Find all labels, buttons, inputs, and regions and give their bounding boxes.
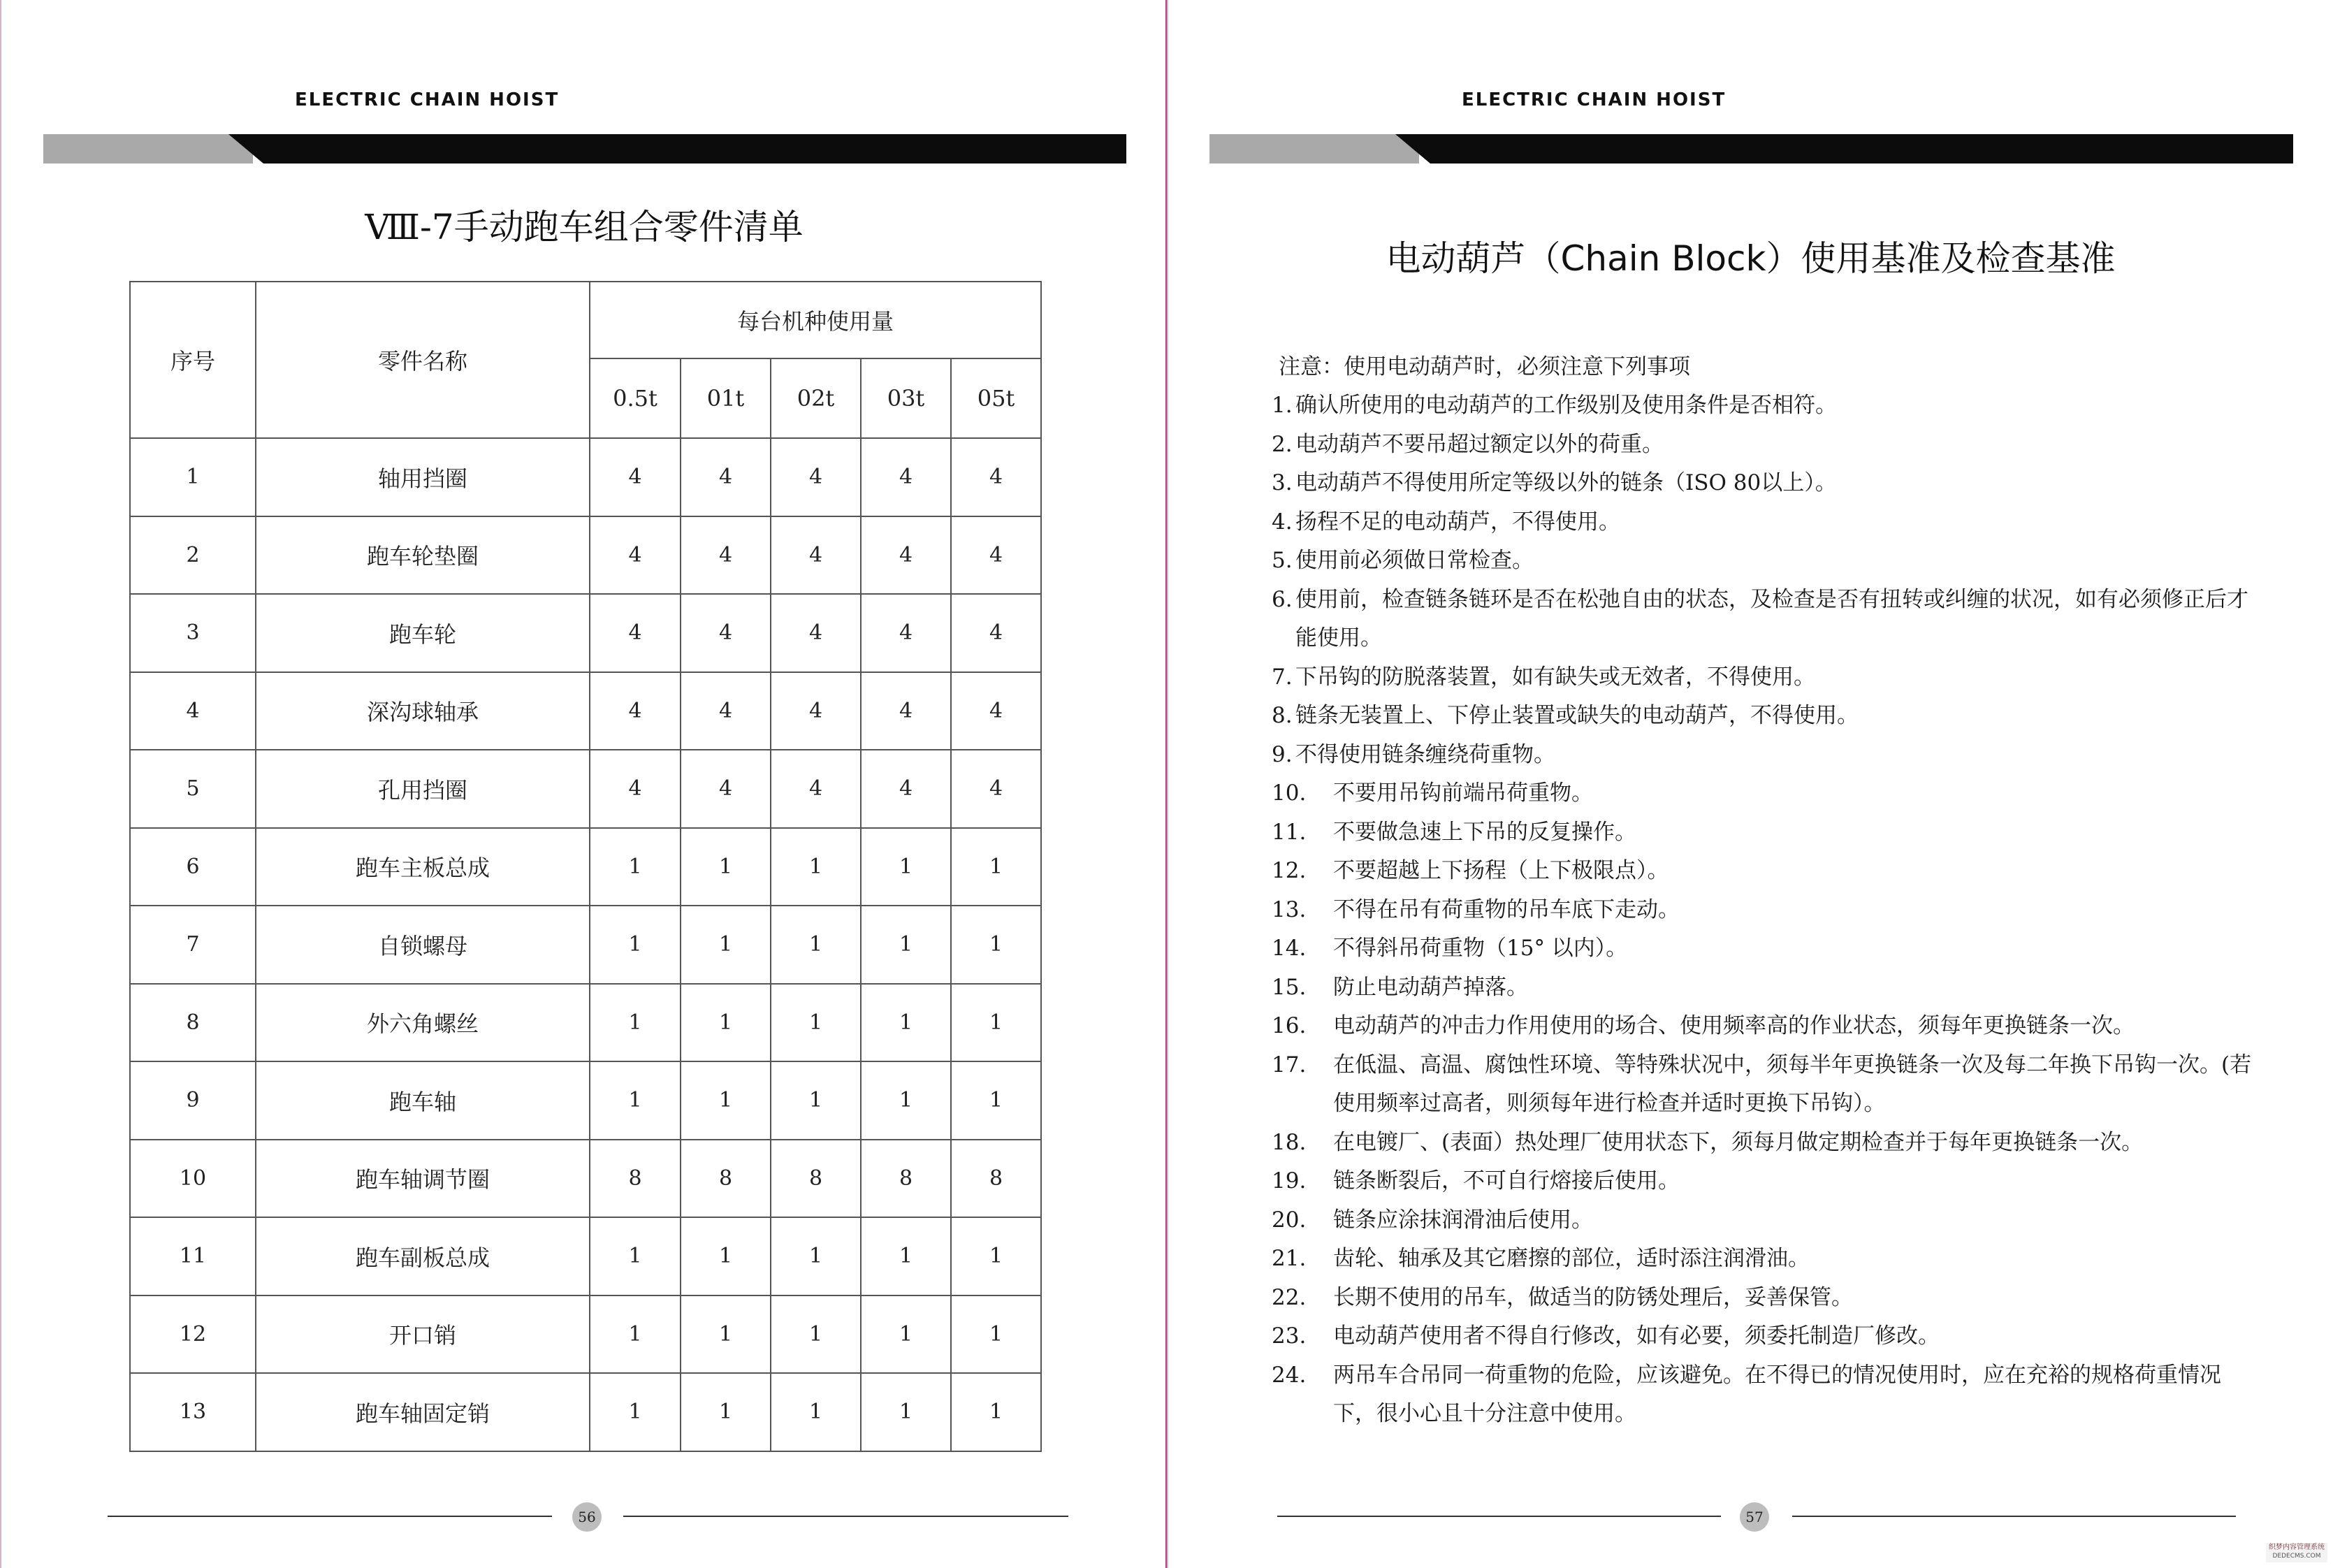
table-row xyxy=(130,672,1041,750)
note-text: 在电镀厂、(表面）热处理厂使用状态下，须每月做定期检查并于每年更换链条一次。 xyxy=(1333,1129,2144,1155)
quantity-cell: 1 xyxy=(861,984,951,1062)
note-text: 电动葫芦使用者不得自行修改，如有必要，须委托制造厂修改。 xyxy=(1333,1323,1940,1349)
row-index: 9 xyxy=(130,1061,256,1140)
list-item xyxy=(1272,968,2264,1008)
part-name: 孔用挡圈 xyxy=(256,750,590,828)
row-index: 10 xyxy=(130,1140,256,1218)
row-index: 1 xyxy=(130,438,256,516)
header-capacity: 0.5t xyxy=(590,358,681,438)
table-row xyxy=(130,906,1041,984)
table-row xyxy=(130,594,1041,672)
quantity-cell: 1 xyxy=(951,1373,1041,1451)
note-number: 5. xyxy=(1272,548,1293,573)
notes-list xyxy=(1272,386,2264,1434)
header-capacity: 02t xyxy=(771,358,861,438)
list-item xyxy=(1272,929,2264,968)
footer-rule-right xyxy=(1792,1516,2236,1517)
note-text: 不要做急速上下吊的反复操作。 xyxy=(1333,819,1636,845)
quantity-cell: 1 xyxy=(951,828,1041,906)
header-bar-grey xyxy=(43,134,253,164)
note-text: 使用前必须做日常检查。 xyxy=(1295,548,1534,573)
row-index: 4 xyxy=(130,672,256,750)
row-index: 13 xyxy=(130,1373,256,1451)
header-bar-black xyxy=(1395,134,2293,164)
row-index: 7 xyxy=(130,906,256,984)
quantity-cell: 8 xyxy=(590,1140,681,1218)
quantity-cell: 4 xyxy=(590,750,681,828)
table-row xyxy=(130,438,1041,516)
quantity-cell: 1 xyxy=(681,828,771,906)
part-name: 跑车轮 xyxy=(256,594,590,672)
list-item xyxy=(1272,1201,2264,1240)
quantity-cell: 1 xyxy=(951,1061,1041,1140)
note-number: 23. xyxy=(1272,1323,1307,1349)
note-text: 电动葫芦不得使用所定等级以外的链条（ISO 80以上）。 xyxy=(1295,470,1837,495)
usage-notes xyxy=(1272,347,2264,1434)
quantity-cell: 4 xyxy=(681,516,771,595)
note-number: 15. xyxy=(1272,974,1307,1000)
parts-table-body xyxy=(130,438,1041,1451)
header-capacity: 03t xyxy=(861,358,951,438)
note-number: 19. xyxy=(1272,1168,1307,1193)
header-part-name: 零件名称 xyxy=(256,282,590,438)
quantity-cell: 1 xyxy=(861,1295,951,1374)
row-index: 3 xyxy=(130,594,256,672)
brand-header: ELECTRIC CHAIN HOIST xyxy=(1462,89,1727,110)
quantity-cell: 4 xyxy=(861,594,951,672)
note-text: 使用前，检查链条链环是否在松弛自由的状态，及检查是否有扭转或纠缠的状况，如有必须修正后才能使用。 xyxy=(1295,586,2248,651)
note-text: 不得使用链条缠绕荷重物。 xyxy=(1295,741,1555,767)
note-text: 齿轮、轴承及其它磨擦的部位，适时添注润滑油。 xyxy=(1333,1246,1810,1271)
table-row xyxy=(130,1373,1041,1451)
row-index: 6 xyxy=(130,828,256,906)
list-item xyxy=(1272,1124,2264,1163)
quantity-cell: 4 xyxy=(951,672,1041,750)
quantity-cell: 4 xyxy=(590,438,681,516)
part-name: 跑车主板总成 xyxy=(256,828,590,906)
quantity-cell: 8 xyxy=(861,1140,951,1218)
quantity-cell: 1 xyxy=(771,828,861,906)
row-index: 8 xyxy=(130,984,256,1062)
quantity-cell: 1 xyxy=(861,828,951,906)
note-text: 两吊车合吊同一荷重物的危险，应该避免。在不得已的情况使用时，应在充裕的规格荷重情况下，很小心且十分注意中使用。 xyxy=(1333,1362,2221,1426)
table-row xyxy=(130,828,1041,906)
quantity-cell: 1 xyxy=(771,1295,861,1374)
quantity-cell: 1 xyxy=(681,1061,771,1140)
quantity-cell: 4 xyxy=(681,594,771,672)
note-number: 21. xyxy=(1272,1246,1307,1271)
table-row xyxy=(130,516,1041,595)
watermark-logo xyxy=(2266,1543,2327,1562)
quantity-cell: 4 xyxy=(951,438,1041,516)
parts-table xyxy=(129,281,1042,1452)
quantity-cell: 4 xyxy=(861,516,951,595)
watermark-domain: DEDECMS.COM xyxy=(2272,1553,2321,1560)
part-name: 开口销 xyxy=(256,1295,590,1374)
note-number: 18. xyxy=(1272,1129,1307,1155)
part-name: 自锁螺母 xyxy=(256,906,590,984)
quantity-cell: 1 xyxy=(951,1295,1041,1374)
quantity-cell: 4 xyxy=(951,594,1041,672)
notes-intro: 注意：使用电动葫芦时，必须注意下列事项 xyxy=(1279,354,1690,379)
quantity-cell: 1 xyxy=(590,984,681,1062)
quantity-cell: 1 xyxy=(590,906,681,984)
list-item xyxy=(1272,542,2264,581)
footer-rule-left xyxy=(108,1516,552,1517)
list-item xyxy=(1272,1240,2264,1279)
note-number: 3. xyxy=(1272,470,1293,495)
part-name: 外六角螺丝 xyxy=(256,984,590,1062)
quantity-cell: 4 xyxy=(590,672,681,750)
list-item xyxy=(1272,426,2264,465)
quantity-cell: 1 xyxy=(590,1061,681,1140)
header-index: 序号 xyxy=(130,282,256,438)
header-usage: 每台机种使用量 xyxy=(590,282,1041,358)
quantity-cell: 1 xyxy=(771,906,861,984)
quantity-cell: 1 xyxy=(861,1217,951,1295)
quantity-cell: 1 xyxy=(861,1373,951,1451)
list-item xyxy=(1272,1317,2264,1356)
footer-rule-right xyxy=(623,1516,1068,1517)
table-row xyxy=(130,1140,1041,1218)
note-text: 不得斜吊荷重物（15° 以内）。 xyxy=(1333,936,1628,961)
table-row xyxy=(130,750,1041,828)
list-item xyxy=(1272,1279,2264,1318)
list-item xyxy=(1272,697,2264,736)
quantity-cell: 1 xyxy=(771,1373,861,1451)
quantity-cell: 1 xyxy=(771,1061,861,1140)
quantity-cell: 1 xyxy=(681,1295,771,1374)
quantity-cell: 4 xyxy=(951,516,1041,595)
header-capacity: 05t xyxy=(951,358,1041,438)
quantity-cell: 4 xyxy=(861,438,951,516)
part-name: 跑车轴 xyxy=(256,1061,590,1140)
list-item xyxy=(1272,891,2264,930)
note-number: 11. xyxy=(1272,819,1307,845)
list-item xyxy=(1272,581,2264,658)
table-row xyxy=(130,1061,1041,1140)
note-number: 20. xyxy=(1272,1207,1307,1233)
quantity-cell: 4 xyxy=(771,516,861,595)
part-name: 跑车轮垫圈 xyxy=(256,516,590,595)
quantity-cell: 4 xyxy=(771,438,861,516)
note-number: 17. xyxy=(1272,1052,1307,1077)
quantity-cell: 1 xyxy=(951,906,1041,984)
quantity-cell: 4 xyxy=(681,672,771,750)
note-number: 22. xyxy=(1272,1284,1307,1310)
quantity-cell: 1 xyxy=(681,1217,771,1295)
quantity-cell: 8 xyxy=(771,1140,861,1218)
quantity-cell: 1 xyxy=(861,906,951,984)
quantity-cell: 4 xyxy=(861,750,951,828)
note-text: 链条无装置上、下停止装置或缺失的电动葫芦，不得使用。 xyxy=(1295,703,1859,728)
quantity-cell: 4 xyxy=(590,594,681,672)
note-text: 链条应涂抹润滑油后使用。 xyxy=(1333,1207,1593,1233)
row-index: 2 xyxy=(130,516,256,595)
quantity-cell: 1 xyxy=(771,984,861,1062)
list-item xyxy=(1272,1046,2264,1124)
list-item xyxy=(1272,503,2264,542)
part-name: 跑车轴固定销 xyxy=(256,1373,590,1451)
quantity-cell: 1 xyxy=(771,1217,861,1295)
note-text: 长期不使用的吊车，做适当的防锈处理后，妥善保管。 xyxy=(1333,1284,1853,1310)
part-name: 跑车副板总成 xyxy=(256,1217,590,1295)
note-text: 下吊钩的防脱落装置，如有缺失或无效者，不得使用。 xyxy=(1295,664,1815,690)
quantity-cell: 4 xyxy=(951,750,1041,828)
quantity-cell: 1 xyxy=(861,1061,951,1140)
quantity-cell: 4 xyxy=(681,438,771,516)
note-number: 13. xyxy=(1272,896,1307,922)
header-capacity: 01t xyxy=(681,358,771,438)
note-number: 9. xyxy=(1272,741,1293,767)
note-number: 14. xyxy=(1272,936,1307,961)
quantity-cell: 4 xyxy=(771,594,861,672)
note-number: 4. xyxy=(1272,509,1293,535)
brand-header: ELECTRIC CHAIN HOIST xyxy=(295,89,560,110)
quantity-cell: 4 xyxy=(861,672,951,750)
row-index: 12 xyxy=(130,1295,256,1374)
list-item xyxy=(1272,736,2264,775)
note-number: 2. xyxy=(1272,431,1293,457)
footer-rule-left xyxy=(1277,1516,1721,1517)
page-number: 57 xyxy=(1740,1502,1769,1532)
quantity-cell: 1 xyxy=(681,1373,771,1451)
note-text: 扬程不足的电动葫芦，不得使用。 xyxy=(1295,509,1620,535)
list-item xyxy=(1272,774,2264,813)
page-title: 电动葫芦（Chain Block）使用基准及检查基准 xyxy=(1386,238,2116,279)
watermark-text: 织梦内容管理系统 xyxy=(2269,1544,2325,1551)
note-text: 防止电动葫芦掉落。 xyxy=(1333,974,1528,1000)
note-text: 确认所使用的电动葫芦的工作级别及使用条件是否相符。 xyxy=(1295,393,1837,418)
note-number: 1. xyxy=(1272,393,1293,418)
row-index: 5 xyxy=(130,750,256,828)
note-number: 6. xyxy=(1272,586,1293,612)
quantity-cell: 1 xyxy=(590,1295,681,1374)
table-row xyxy=(130,984,1041,1062)
note-text: 链条断裂后，不可自行熔接后使用。 xyxy=(1333,1168,1680,1193)
list-item xyxy=(1272,658,2264,697)
page-number: 56 xyxy=(572,1502,602,1532)
table-row xyxy=(130,1217,1041,1295)
note-number: 16. xyxy=(1272,1013,1307,1038)
part-name: 轴用挡圈 xyxy=(256,438,590,516)
quantity-cell: 1 xyxy=(681,906,771,984)
note-number: 7. xyxy=(1272,664,1293,690)
quantity-cell: 1 xyxy=(590,828,681,906)
note-number: 8. xyxy=(1272,703,1293,728)
quantity-cell: 4 xyxy=(771,672,861,750)
quantity-cell: 1 xyxy=(681,984,771,1062)
list-item xyxy=(1272,464,2264,503)
quantity-cell: 1 xyxy=(590,1217,681,1295)
quantity-cell: 8 xyxy=(681,1140,771,1218)
header-bar-grey xyxy=(1209,134,1419,164)
part-name: 深沟球轴承 xyxy=(256,672,590,750)
part-name: 跑车轴调节圈 xyxy=(256,1140,590,1218)
note-text: 电动葫芦不要吊超过额定以外的荷重。 xyxy=(1295,431,1664,457)
note-number: 10. xyxy=(1272,781,1307,806)
list-item xyxy=(1272,1162,2264,1201)
quantity-cell: 1 xyxy=(590,1373,681,1451)
quantity-cell: 1 xyxy=(951,984,1041,1062)
note-number: 12. xyxy=(1272,858,1307,883)
quantity-cell: 4 xyxy=(681,750,771,828)
list-item xyxy=(1272,852,2264,891)
header-bar-black xyxy=(228,134,1126,164)
note-text: 在低温、高温、腐蚀性环境、等特殊状况中，须每半年更换链条一次及每二年换下吊钩一次。(若使用频率过高者，则须每年进行检查并适时更换下吊钩）。 xyxy=(1333,1052,2252,1116)
note-text: 电动葫芦的冲击力作用使用的场合、使用频率高的作业状态，须每年更换链条一次。 xyxy=(1333,1013,2135,1038)
quantity-cell: 4 xyxy=(590,516,681,595)
list-item xyxy=(1272,386,2264,426)
list-item xyxy=(1272,1356,2264,1434)
page-title: Ⅷ-7手动跑车组合零件清单 xyxy=(365,207,804,247)
quantity-cell: 8 xyxy=(951,1140,1041,1218)
note-number: 24. xyxy=(1272,1362,1307,1388)
note-text: 不要用吊钩前端吊荷重物。 xyxy=(1333,781,1593,806)
note-text: 不要超越上下扬程（上下极限点）。 xyxy=(1333,858,1669,883)
note-text: 不得在吊有荷重物的吊车底下走动。 xyxy=(1333,896,1680,922)
quantity-cell: 4 xyxy=(771,750,861,828)
row-index: 11 xyxy=(130,1217,256,1295)
quantity-cell: 1 xyxy=(951,1217,1041,1295)
list-item xyxy=(1272,1007,2264,1046)
table-row xyxy=(130,1295,1041,1374)
list-item xyxy=(1272,813,2264,852)
